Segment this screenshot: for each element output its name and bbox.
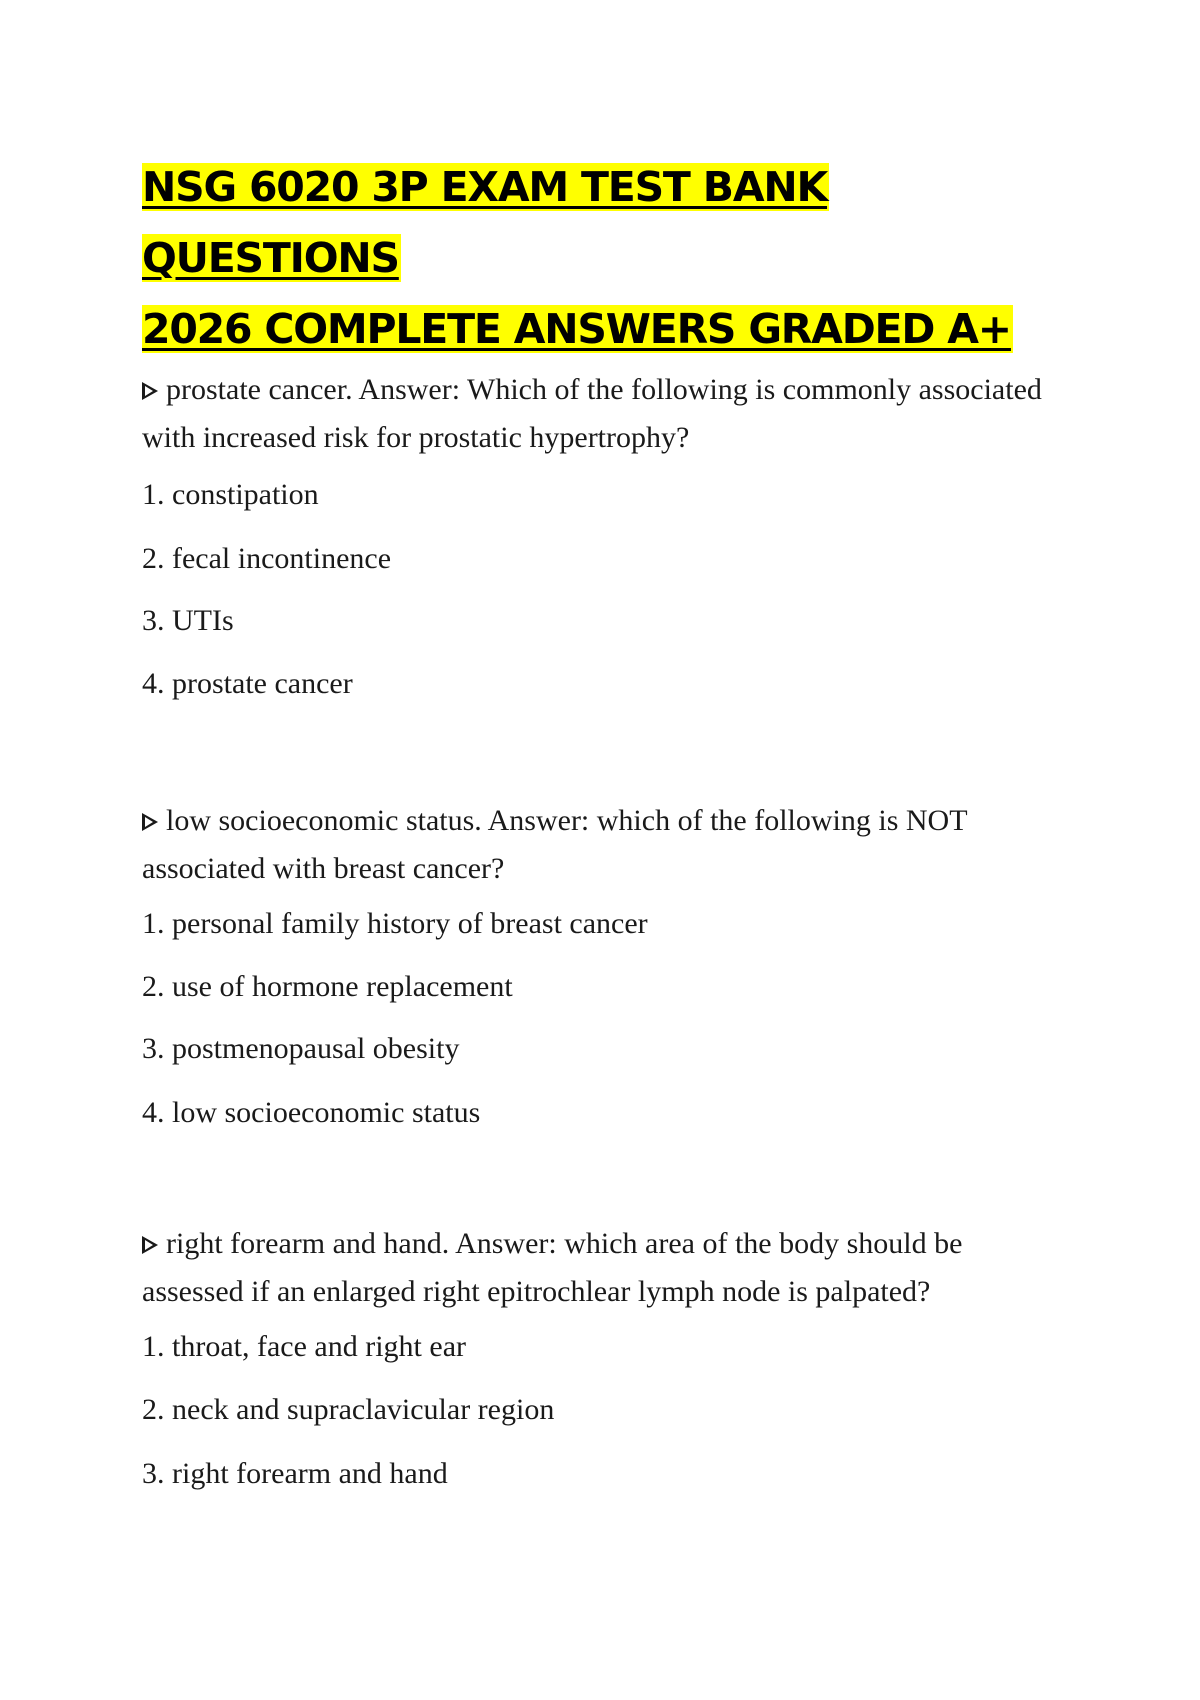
option-item: 1. throat, face and right ear	[142, 1330, 467, 1363]
question-block-3	[142, 1220, 1042, 1490]
question-text	[142, 366, 1042, 462]
arrow-bullet-icon	[142, 1236, 158, 1254]
question-text	[142, 797, 1042, 893]
title-line-1: NSG 6020 3P EXAM TEST BANK QUESTIONS	[142, 163, 828, 282]
option-item: 2. use of hormone replacement	[142, 970, 513, 1003]
option-item: 4. prostate cancer	[142, 667, 353, 700]
option-item: 3. postmenopausal obesity	[142, 1032, 460, 1065]
question-block-2	[142, 797, 1042, 1129]
option-item: 1. constipation	[142, 478, 319, 511]
arrow-bullet-icon	[142, 813, 158, 831]
option-item: 4. low socioeconomic status	[142, 1096, 481, 1129]
option-item: 2. fecal incontinence	[142, 542, 392, 575]
option-item: 1. personal family history of breast cancer	[142, 907, 648, 940]
document-title	[142, 152, 1082, 365]
question-block-1	[142, 366, 1042, 700]
arrow-bullet-icon	[142, 382, 158, 400]
question-2-text: low socioeconomic status. Answer: which of the following is NOT associated with breast cancer?	[142, 804, 968, 885]
question-text	[142, 1220, 1042, 1316]
option-item: 3. UTIs	[142, 604, 234, 637]
option-item: 2. neck and supraclavicular region	[142, 1393, 555, 1426]
question-1-text: prostate cancer. Answer: Which of the following is commonly associated with increased risk for prostatic hypertrophy?	[142, 373, 1042, 454]
option-item: 3. right forearm and hand	[142, 1457, 448, 1490]
question-3-text: right forearm and hand. Answer: which area of the body should be assessed if an enlarged right epitrochlear lymph node is palpated?	[142, 1227, 963, 1308]
title-line-2: 2026 COMPLETE ANSWERS GRADED A+	[142, 305, 1011, 353]
